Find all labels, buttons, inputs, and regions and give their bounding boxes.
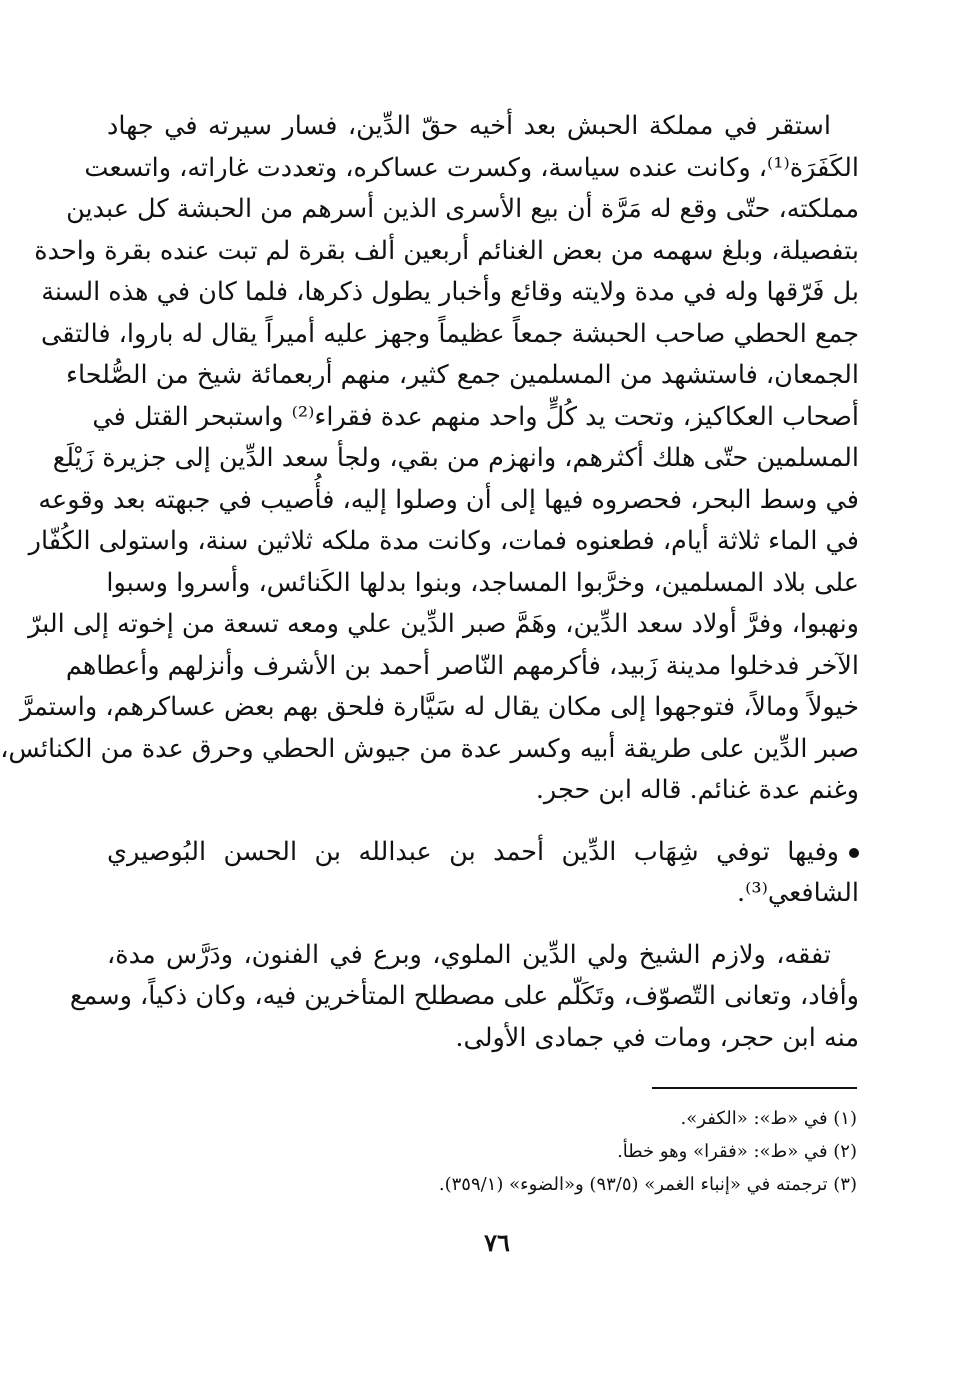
text-line: خيولاً ومالاً، فتوجهوا إلى مكان يقال له سَيَّارة فلحق بهم بعض عساكرهم، واستمرَّ [19, 692, 859, 722]
text-line: على بلاد المسلمين، وخرَّبوا المساجد، وبنوا بدلها الكَنائس، وأسروا وسبوا [106, 567, 859, 598]
footnote-1: (١) في «ط»: «الكفر». [680, 1108, 857, 1129]
text-line: ونهبوا، وفرَّ أولاد سعد الدِّين، وهَمَّ صبر الدِّين علي ومعه تسعة من إخوته إلى البرّ [28, 609, 859, 639]
footnote-3: (٣) ترجمته في «إنباء الغمر» (٩٣/٥) و«الضوء» (٣٥٩/١). [438, 1174, 857, 1195]
text-line: منه ابن حجر، ومات في جمادى الأولى. [455, 1022, 859, 1053]
text-line: بتفصيلة، وبلغ سهمه من بعض الغنائم أربعين ألف بقرة لم تبت عنده بقرة واحدة [34, 235, 859, 266]
text-line: تفقه، ولازم الشيخ ولي الدِّين الملوي، وبرع في الفنون، ودَرَّس مدة، [107, 939, 831, 970]
main-text [0, 106, 859, 1059]
text-line: بل فَرّقها وله في مدة ولايته وقائع وأخبار يطول ذكرها، فلما كان في هذه السنة [41, 277, 859, 307]
obituary-heading-text: وفيها توفي شِهَاب الدِّين أحمد بن عبدالله بن الحسن البُوصيري [107, 836, 839, 867]
footnotes [157, 1102, 857, 1201]
text-line: الجمعان، فاستشهد من المسلمين جمع كثير، منهم أربعمائة شيخ من الصُّلحاء [65, 360, 859, 390]
bullet-icon [849, 848, 859, 858]
text-line: الآخر فدخلوا مدينة زَبيد، فأكرمهم النّاصر أحمد بن الأشرف وأنزلهم وأعطاهم [65, 650, 859, 681]
paragraph-biography [69, 935, 859, 1060]
text-line: وأفاد، وتعانى التّصوّف، وتَكَلّم على مصطلح المتأخرين فيه، وكان ذكياً، وسمع [69, 981, 859, 1011]
text-line: استقر في مملكة الحبش بعد أخيه حقّ الدِّين، فسار سيرته في جهاد [107, 111, 831, 141]
footnote-2: (٢) في «ط»: «فقرا» وهو خطأ. [617, 1141, 857, 1162]
text-line: وغنم عدة غنائم. قاله ابن حجر. [535, 775, 859, 805]
paragraph-obituary-heading [107, 832, 859, 915]
text-line: في وسط البحر، فحصروه فيها إلى أن وصلوا إليه، فأُصيب في جبهته بعد وقوعه [38, 484, 859, 515]
paragraph-saad-al-din [0, 106, 859, 812]
text-line: أصحاب العكاكيز، وتحت يد كُلٍّ واحد منهم عدة فقراء⁽²⁾ واستبحر القتل في [92, 401, 859, 432]
text-line: مملكته، حتّى وقع له مَرَّة أن بيع الأسرى الذين أسرهم من الحبشة كل عبدين [66, 194, 859, 224]
text-line: المسلمين حتّى هلك أكثرهم، وانهزم من بقي، ولجأ سعد الدِّين إلى جزيرة زَيْلَع [52, 443, 859, 473]
text-line: الشافعي⁽³⁾. [737, 878, 859, 908]
footnote-divider [652, 1087, 857, 1089]
text-line: الكَفَرَة⁽¹⁾، وكانت عنده سياسة، وكسرت عساكره، وتعددت غاراته، واتسعت [84, 152, 859, 183]
text-line: جمع الحطي صاحب الحبشة جمعاً عظيماً وجهز عليه أميراً يقال له باروا، فالتقى [40, 318, 859, 349]
text-line: في الماء ثلاثة أيام، فطعنوه فمات، وكانت مدة ملكه ثلاثين سنة، واستولى الكُفّار [28, 526, 859, 556]
text-line: صبر الدِّين على طريقة أبيه وكسر عدة من جيوش الحطي وحرق عدة من الكنائس، [0, 733, 859, 764]
text-line [107, 832, 859, 874]
page-number: ٧٦ [484, 1228, 510, 1257]
